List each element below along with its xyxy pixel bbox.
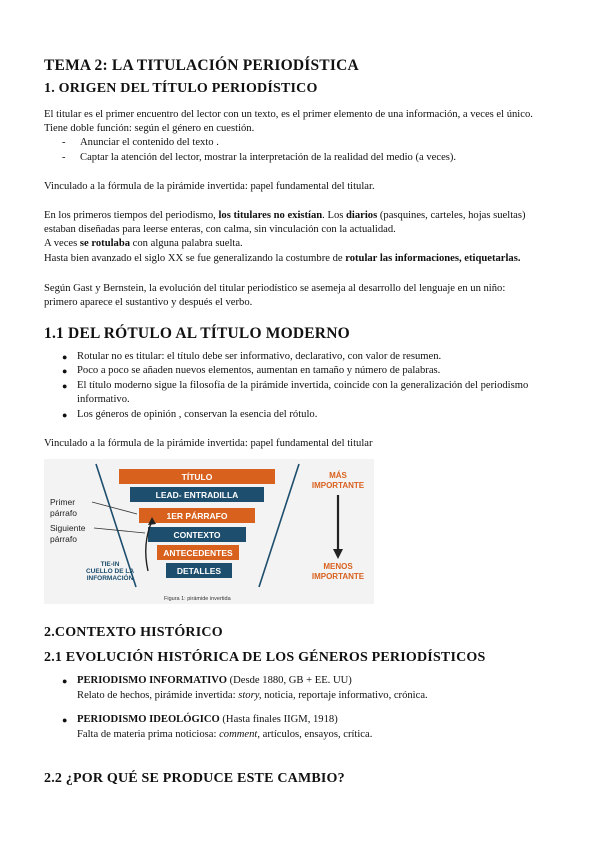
bullet-icon: ●: [62, 676, 68, 686]
list-item-text: Anunciar el contenido del texto .: [80, 137, 219, 148]
list-item-text: Falta de materia prima noticiosa: comment, artículos, ensayos, crítica.: [77, 729, 373, 740]
bar-label: TÍTULO: [181, 472, 213, 482]
figure-caption: Figura 1: pirámide invertida: [164, 596, 231, 602]
menos-label: MENOS: [323, 562, 353, 571]
bullet-icon: ●: [62, 381, 68, 391]
label-parrafo-1: párrafo: [50, 508, 77, 518]
importance-arrowhead: [333, 549, 343, 559]
list-item-text: informativo.: [77, 394, 130, 405]
pointer-primer: [92, 502, 137, 514]
mas-label: MÁS: [329, 471, 347, 480]
bar-label: ANTECEDENTES: [163, 548, 233, 558]
tie-in-label: CUELLO DE LA: [85, 568, 135, 575]
paragraph-2-line-1: En los primeros tiempos del periodismo, los titulares no existían. Los diarios (pasquines, carteles, hojas sueltas): [44, 210, 526, 221]
bar-label: LEAD- ENTRADILLA: [155, 490, 239, 500]
tie-in-label: INFORMACIÓN: [86, 575, 134, 582]
dash-marker: -: [62, 152, 66, 163]
section-2-2-heading: 2.2 ¿POR QUÉ SE PRODUCE ESTE CAMBIO?: [44, 771, 345, 786]
intro-line-2: Tiene doble función: según el género en cuestión.: [44, 123, 255, 134]
list-item-text: Relato de hechos, pirámide invertida: story, noticia, reportaje informativo, crónica.: [77, 690, 428, 701]
vinculado-text: Vinculado a la fórmula de la pirámide invertida: papel fundamental del titular.: [44, 181, 375, 192]
list-item-text: PERIODISMO INFORMATIVO (Desde 1880, GB + EE. UU): [77, 675, 352, 686]
bullet-icon: ●: [62, 352, 68, 362]
list-item-text: PERIODISMO IDEOLÓGICO (Hasta finales IIGM, 1918): [77, 714, 338, 725]
paragraph-2-line-2: estaban diseñadas para leerse enteras, con calma, sin vinculación con la actualidad.: [44, 224, 396, 235]
intro-line-1: El titular es el primer encuentro del lector con un texto, es el primer elemento de una información, a veces el único.: [44, 109, 533, 120]
bullet-icon: ●: [62, 715, 68, 725]
vinculado-text-2: Vinculado a la fórmula de la pirámide invertida: papel fundamental del titular: [44, 438, 373, 449]
page-title: TEMA 2: LA TITULACIÓN PERIODÍSTICA: [44, 57, 359, 74]
pointer-siguiente: [94, 528, 145, 533]
menos-label: IMPORTANTE: [311, 572, 365, 581]
mas-label: IMPORTANTE: [311, 481, 365, 490]
section-2-heading: 2.CONTEXTO HISTÓRICO: [44, 625, 223, 640]
bar-label: 1ER PÁRRAFO: [166, 511, 228, 521]
paragraph-3-line-1: Según Gast y Bernstein, la evolución del titular periodístico se asemeja al desarrollo del lenguaje en un niño:: [44, 283, 506, 294]
label-siguiente: Siguiente: [50, 523, 86, 533]
list-item-text: Los géneros de opinión , conservan la esencia del rótulo.: [77, 409, 318, 420]
bullet-icon: ●: [62, 410, 68, 420]
inverted-pyramid-figure: [44, 459, 374, 604]
bar-label: DETALLES: [176, 566, 222, 576]
bullet-icon: ●: [62, 366, 68, 376]
bar-label: CONTEXTO: [173, 530, 221, 540]
list-item-text: Rotular no es titular: el título debe ser informativo, declarativo, con valor de resumen.: [77, 351, 442, 362]
dash-marker: -: [62, 137, 66, 148]
paragraph-2-line-4: Hasta bien avanzado el siglo XX se fue generalizando la costumbre de rotular las informaciones, etiquetarlas.: [44, 253, 521, 264]
section-1-heading: 1. ORIGEN DEL TÍTULO PERIODÍSTICO: [44, 81, 318, 96]
tie-in-label: TIE-IN: [100, 561, 120, 568]
label-primer: Primer: [50, 497, 76, 507]
list-item-text: Poco a poco se añaden nuevos elementos, aumentan en tamaño y número de palabras.: [77, 365, 441, 376]
list-item-text: El título moderno sigue la filosofía de la pirámide invertida, coincide con la generalización del periodismo: [77, 380, 529, 391]
label-parrafo-2: párrafo: [50, 534, 77, 544]
paragraph-2-line-3: A veces se rotulaba con alguna palabra suelta.: [44, 238, 243, 249]
section-2-1-heading: 2.1 EVOLUCIÓN HISTÓRICA DE LOS GÉNEROS PERIODÍSTICOS: [44, 650, 486, 665]
paragraph-3-line-2: primero aparece el sustantivo y después el verbo.: [44, 297, 253, 308]
section-1-1-heading: 1.1 DEL RÓTULO AL TÍTULO MODERNO: [44, 325, 350, 342]
pyramid-diagram: [44, 459, 374, 604]
list-item-text: Captar la atención del lector, mostrar la interpretación de la realidad del medio (a veces).: [80, 152, 457, 163]
